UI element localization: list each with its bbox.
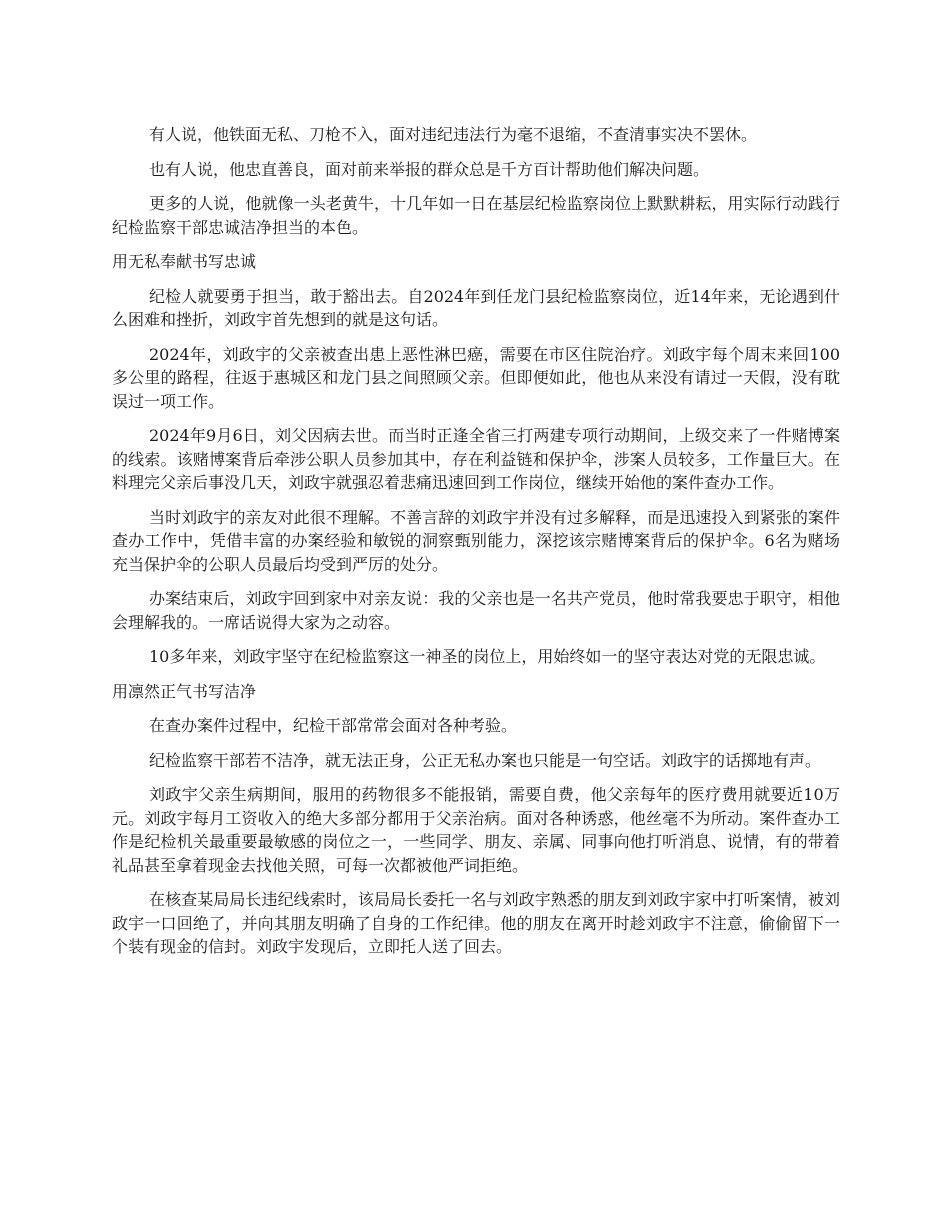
- paragraph: 2024年9月6日，刘父因病去世。而当时正逢全省三打两建专项行动期间，上级交来了一件赌博案的线索。该赌博案背后牵涉公职人员参加其中，存在利益链和保护伞，涉案人员较多，工作量巨大。在料理完父亲后事没几天，刘政宇就强忍着悲痛迅速回到工作岗位，继续开始他的案件查办工作。: [112, 426, 840, 492]
- paragraph: 10多年来，刘政宇坚守在纪检监察这一神圣的岗位上，用始终如一的坚守表达对党的无限忠诚。: [149, 647, 826, 666]
- paragraph: 也有人说，他忠直善良，面对前来举报的群众总是千方百计帮助他们解决问题。: [149, 159, 710, 179]
- section-heading: 用凛然正气书写洁净: [112, 681, 257, 701]
- paragraph: 有人说，他铁面无私、刀枪不入，面对违纪违法行为毫不退缩，不查清事实决不罢休。: [149, 125, 758, 144]
- document-body: [112, 123, 840, 970]
- section-heading: 用无私奉献书写忠诚: [112, 252, 257, 271]
- paragraph: 当时刘政宇的亲友对此很不理解。不善言辞的刘政宇并没有过多解释，而是迅速投入到紧张的案件查办工作中，凭借丰富的办案经验和敏锐的洞察甄别能力，深挖该宗赌博案背后的保护伞。6名为赌场充当保护伞的公职人员最后均受到严厉的处分。: [112, 507, 840, 574]
- paragraph: 在核查某局局长违纪线索时，该局局长委托一名与刘政宇熟悉的朋友到刘政宇家中打听案情，被刘政宇一口回绝了，并向其朋友明确了自身的工作纪律。他的朋友在离开时趁刘政宇不注意，偷偷留下一个装有现金的信封。刘政宇发现后，立即托人送了回去。: [112, 890, 840, 956]
- paragraph: 更多的人说，他就像一头老黄牛，十几年如一日在基层纪检监察岗位上默默耕耘，用实际行动践行纪检监察干部忠诚洁净担当的本色。: [112, 194, 840, 237]
- paragraph: 2024年，刘政宇的父亲被查出患上恶性淋巴癌，需要在市区住院治疗。刘政宇每个周末来回100多公里的路程，往返于惠城区和龙门县之间照顾父亲。但即便如此，他也从来没有请过一天假，没有耽误过一项工作。: [112, 344, 840, 411]
- paragraph: 在查办案件过程中，纪检干部常常会面对各种考验。: [149, 716, 518, 735]
- paragraph: 刘政宇父亲生病期间，服用的药物很多不能报销，需要自费，他父亲每年的医疗费用就要近10万元。刘政宇每月工资收入的绝大多部分都用于父亲治病。面对各种诱惑，他丝毫不为所动。案件查办工作是纪检机关最重要最敏感的岗位之一，一些同学、朋友、亲属、同事向他打听消息、说情，有的带着礼品甚至拿着现金去找他关照，可每一次都被他严词拒绝。: [112, 785, 840, 875]
- paragraph: 纪检人就要勇于担当，敢于豁出去。自2024年到任龙门县纪检监察岗位，近14年来，无论遇到什么困难和挫折，刘政宇首先想到的就是这句话。: [112, 286, 840, 329]
- paragraph: 办案结束后，刘政宇回到家中对亲友说：我的父亲也是一名共产党员，他时常我要忠于职守，相他会理解我的。一席话说得大家为之动容。: [112, 589, 840, 632]
- paragraph: 纪检监察干部若不洁净，就无法正身，公正无私办案也只能是一句空话。刘政宇的话掷地有声。: [149, 750, 822, 770]
